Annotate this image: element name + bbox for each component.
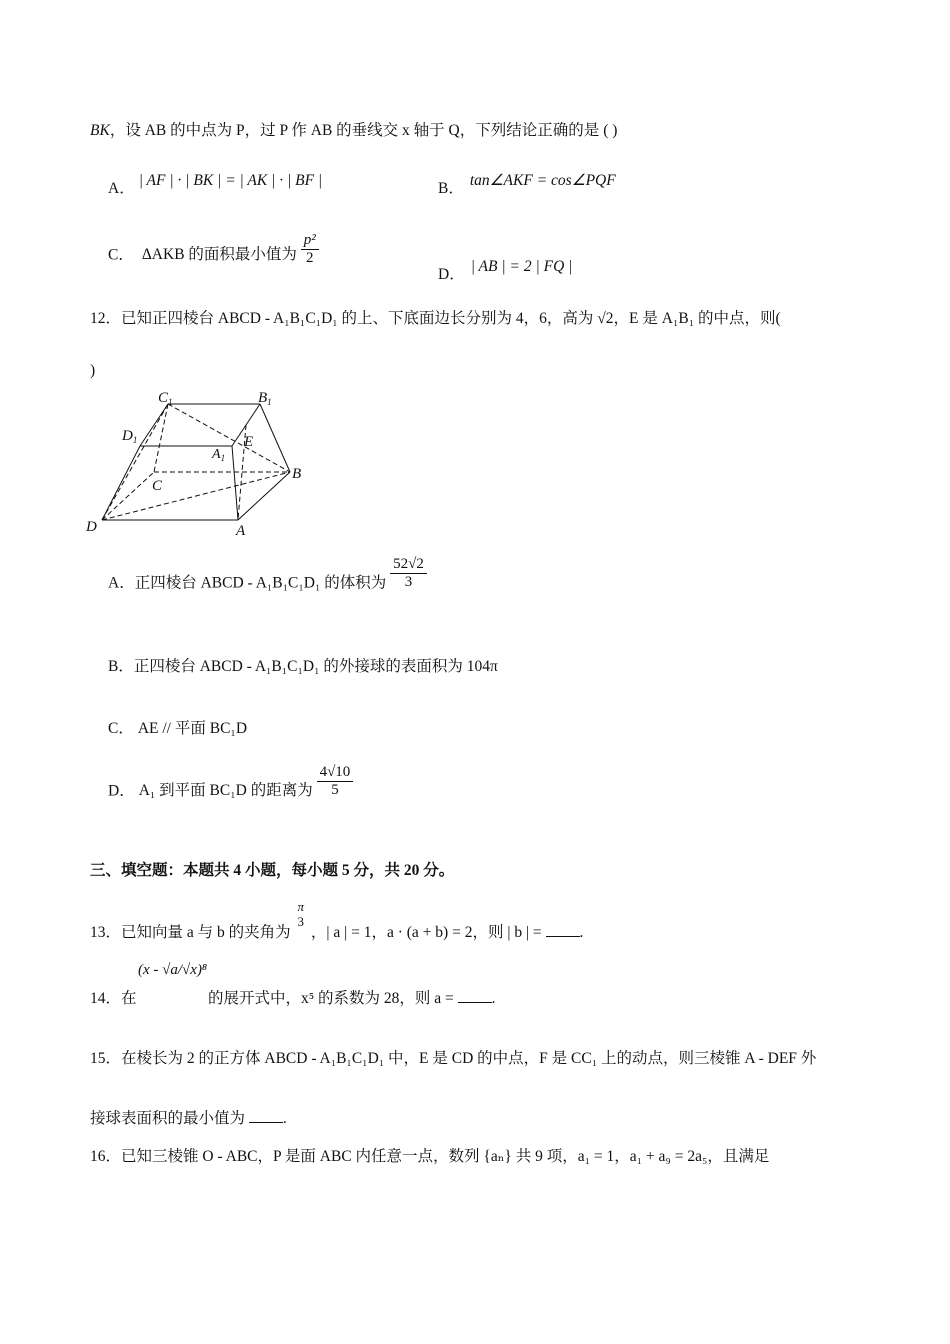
q11-option-d — [438, 258, 573, 284]
option-label: D． — [108, 782, 135, 800]
q12-stem-text: 12．已知正四棱台 ABCD - A₁B₁C₁D₁ 的上、下底面边长分别为 4，6，高为 √2，E 是 A₁B₁ 的中点，则( — [90, 310, 781, 327]
q13-end: . — [579, 923, 584, 941]
q15-line2 — [90, 1106, 287, 1128]
fraction-denominator: 3 — [404, 574, 413, 591]
q13-answer-blank[interactable] — [546, 922, 580, 937]
q12-option-c — [108, 716, 247, 738]
q15-line1: 15．在棱长为 2 的正方体 ABCD - A₁B₁C₁D₁ 中，E 是 CD 的中点，F 是 CC₁ 上的动点，则三棱锥 A - DEF 外 — [90, 1050, 817, 1067]
label-d1: $D_1$ — [122, 428, 138, 445]
q13-text2: ，| a | = 1，a · (a + b) = 2，则 | b | = — [310, 923, 542, 941]
q11-option-a-text: | AF | · | BK | = | AK | · | BF | — [138, 172, 323, 189]
q14-text: 的展开式中，x⁵ 的系数为 28，则 a = — [208, 990, 454, 1007]
fraction-denominator: 2 — [306, 250, 314, 267]
q11-stem — [90, 118, 617, 140]
q12-option-c-text: AE // 平面 BC₁D — [137, 720, 248, 737]
q12-option-d-text: A₁ 到平面 BC₁D 的距离为 — [138, 782, 313, 800]
q14-number: 14．在 — [90, 990, 137, 1007]
q13 — [90, 892, 584, 941]
fraction-denominator: 5 — [331, 782, 339, 799]
q12-option-a — [108, 556, 427, 602]
q14-end: . — [491, 990, 496, 1007]
edge-d-c1 — [102, 404, 168, 520]
q12-option-d — [108, 764, 353, 810]
option-label: A． — [108, 180, 135, 197]
option-label: D． — [438, 266, 465, 283]
fraction-numerator: 4√10 — [317, 764, 354, 782]
label-a: A — [236, 523, 246, 539]
edge-a1-a — [232, 446, 238, 520]
diagonal-d-b — [102, 472, 290, 520]
frustum-figure — [82, 390, 322, 542]
label-c1: $C_1$ — [158, 390, 173, 407]
q12-option-a-fraction — [390, 556, 427, 592]
edge-c1-d1 — [140, 404, 168, 446]
option-label: A． — [108, 574, 135, 592]
q14 — [90, 986, 137, 1008]
option-label: B． — [108, 658, 134, 675]
edge-d-c — [102, 472, 154, 520]
q12-option-d-fraction — [317, 764, 354, 800]
q11-option-c-text: ΔAKB 的面积最小值为 — [141, 246, 297, 264]
fraction-denominator: 3 — [297, 913, 305, 929]
q12-option-a-text: 正四棱台 ABCD - A₁B₁C₁D₁ 的体积为 — [134, 574, 387, 592]
q14-expression: (x - √a/√x)⁸ — [138, 962, 208, 978]
q11-option-b-text: tan∠AKF = cos∠PQF — [469, 172, 616, 189]
q15-answer-blank[interactable] — [249, 1108, 283, 1123]
fraction-numerator: 52√2 — [390, 556, 427, 574]
label-e: E — [244, 434, 254, 450]
q16-line1: 16．已知三棱锥 O - ABC，P 是面 ABC 内任意一点，数列 {aₙ} 共 9 项，a₁ = 1，a₁ + a₉ = 2a₅，且满足 — [90, 1148, 770, 1165]
q12-option-b-text: 正四棱台 ABCD - A₁B₁C₁D₁ 的外接球的表面积为 104π — [133, 658, 498, 675]
fraction-numerator: π — [297, 899, 305, 914]
edge-a-b — [238, 472, 290, 520]
q11-option-a — [108, 172, 323, 198]
q12-stem — [90, 306, 781, 328]
q13-text1: 13．已知向量 a 与 b 的夹角为 — [90, 923, 291, 941]
q15-end: . — [282, 1110, 287, 1127]
q14-text-line — [208, 986, 496, 1008]
edge-d1-d — [102, 446, 140, 520]
section-heading: 三、填空题：本题共 4 小题，每小题 5 分，共 20 分。 — [90, 862, 455, 879]
q11-option-b — [438, 172, 616, 198]
q11-option-c — [108, 232, 319, 274]
q11-stem-prefix: BK — [90, 122, 110, 139]
edge-c1-b — [168, 404, 290, 472]
q14-answer-blank[interactable] — [458, 988, 492, 1003]
edge-b1-b — [260, 404, 290, 472]
q11-option-c-fraction — [301, 232, 319, 268]
label-d: D — [86, 519, 97, 535]
option-label: C． — [108, 246, 134, 264]
q11-option-d-text: | AB | = 2 | FQ | — [470, 258, 573, 275]
label-c: C — [152, 478, 163, 494]
label-b: B — [292, 466, 302, 482]
q11-stem-text: ，设 AB 的中点为 P，过 P 作 AB 的垂线交 x 轴于 Q，下列结论正确的是 — [109, 122, 600, 139]
option-label: C． — [108, 720, 134, 737]
option-label: B． — [438, 180, 464, 197]
q11-paren: ( ) — [603, 122, 618, 139]
q13-fraction — [295, 900, 308, 930]
q15-line2-text: 接球表面积的最小值为 — [90, 1110, 246, 1127]
label-a1: $A_1$ — [212, 447, 226, 463]
label-b1: $B_1$ — [258, 390, 272, 407]
q12-option-b — [108, 654, 498, 676]
q12-close-paren: ) — [90, 362, 96, 379]
fraction-numerator: p² — [301, 232, 319, 250]
